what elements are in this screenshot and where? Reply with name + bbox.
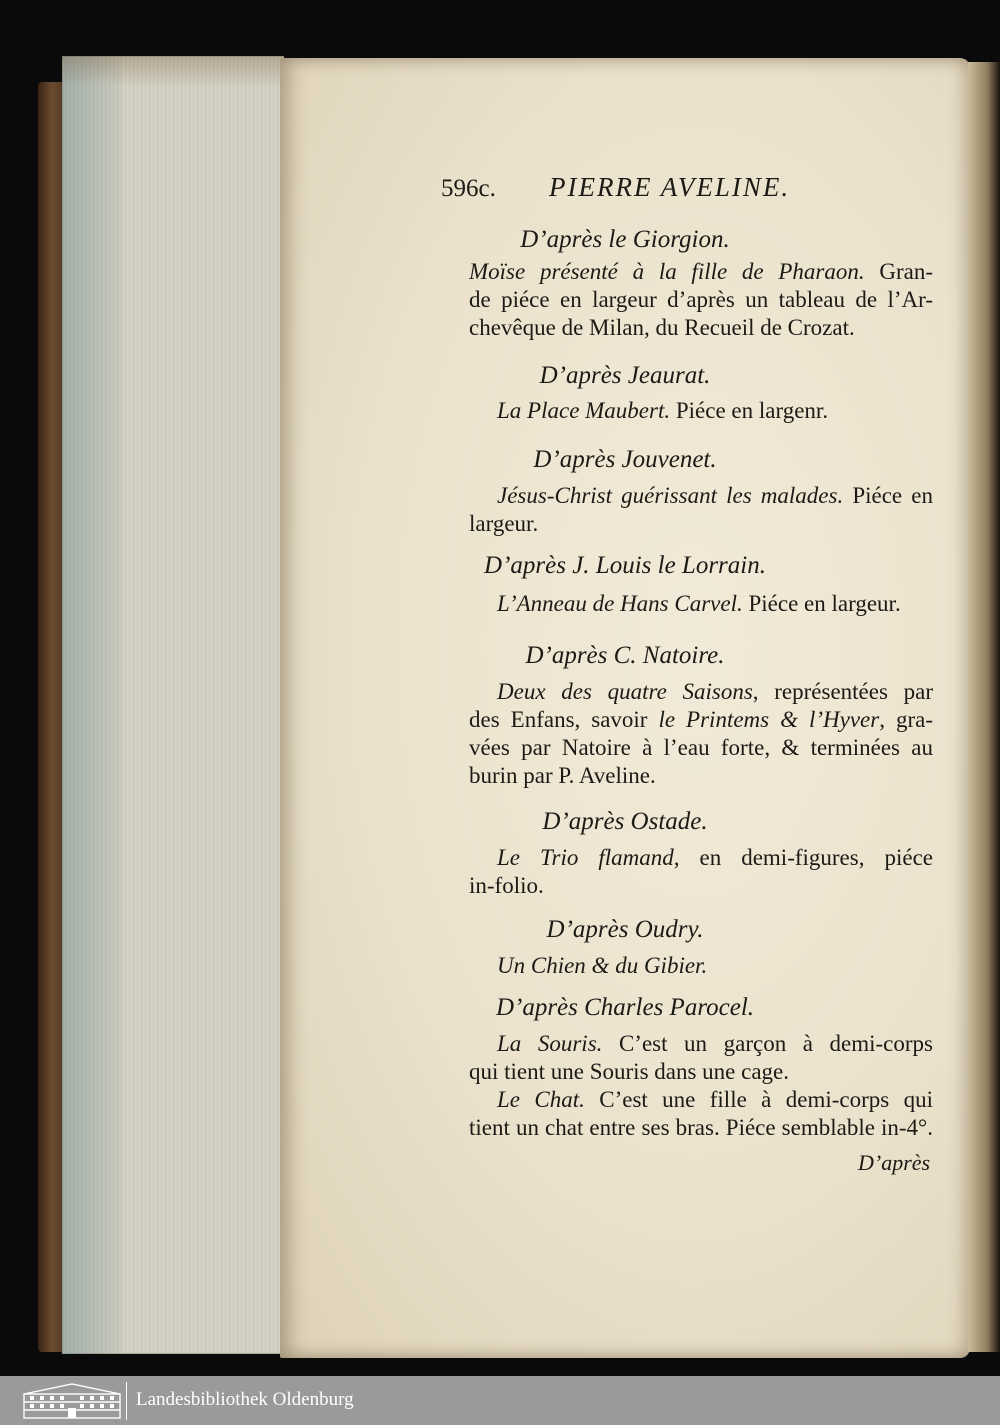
entry-line: in-folio.	[469, 873, 544, 898]
entry-line: des Enfans, savoir le Printems & l’Hyver, gra-	[469, 707, 933, 732]
facing-page-gutter	[968, 62, 1000, 1352]
page-edges-shadow	[62, 56, 284, 86]
entry-line: tient un chat entre ses bras. Piéce semblable in-4°.	[469, 1115, 933, 1140]
entry-line: La Place Maubert. Piéce en largenr.	[497, 398, 829, 423]
section-heading: D’après C. Natoire.	[525, 642, 725, 669]
section-heading: D’après Jeaurat.	[539, 362, 711, 389]
entry-line: largeur.	[469, 511, 539, 536]
entry-line: La Souris. C’est un garçon à demi-corps	[497, 1031, 933, 1056]
section-heading: D’après J. Louis le Lorrain.	[484, 552, 766, 579]
section-heading: D’après Charles Parocel.	[495, 994, 755, 1021]
section-heading: D’après Oudry.	[546, 916, 704, 943]
library-building-icon	[22, 1382, 122, 1420]
page-number: 596c.	[441, 175, 496, 202]
library-name: Landesbibliothek Oldenburg	[136, 1389, 354, 1410]
entry-line: L’Anneau de Hans Carvel. Piéce en largeur.	[497, 591, 901, 616]
entry-line: chevêque de Milan, du Recueil de Crozat.	[469, 315, 855, 340]
section-heading: D’après le Giorgion.	[520, 226, 730, 253]
page-edges-tint	[62, 56, 122, 1354]
entry-line: qui tient une Souris dans une cage.	[469, 1059, 790, 1084]
entry-line: Le Chat. C’est une fille à demi-corps qui	[497, 1087, 933, 1112]
section-heading: D’après Ostade.	[542, 808, 708, 835]
entry-line: Moïse présenté à la fille de Pharaon. Gran-	[469, 259, 933, 284]
entry-line: burin par P. Aveline.	[469, 763, 656, 788]
entry-line: Jésus-Christ guérissant les malades. Piéce en	[497, 483, 933, 508]
section-heading: D’après Jouvenet.	[533, 446, 717, 473]
entry-line: vées par Natoire à l’eau forte, & terminées au	[469, 735, 933, 760]
entry-line: Deux des quatre Saisons, représentées par	[497, 679, 933, 704]
entry-line: de piéce en largeur d’après un tableau de l’Ar-	[469, 287, 933, 312]
footer-divider	[126, 1382, 127, 1420]
entry-line: Le Trio flamand, en demi-figures, piéce	[497, 845, 933, 870]
running-title: PIERRE AVELINE.	[549, 172, 791, 202]
catchword: D’après	[858, 1150, 931, 1175]
entry-line: Un Chien & du Gibier.	[497, 953, 708, 978]
